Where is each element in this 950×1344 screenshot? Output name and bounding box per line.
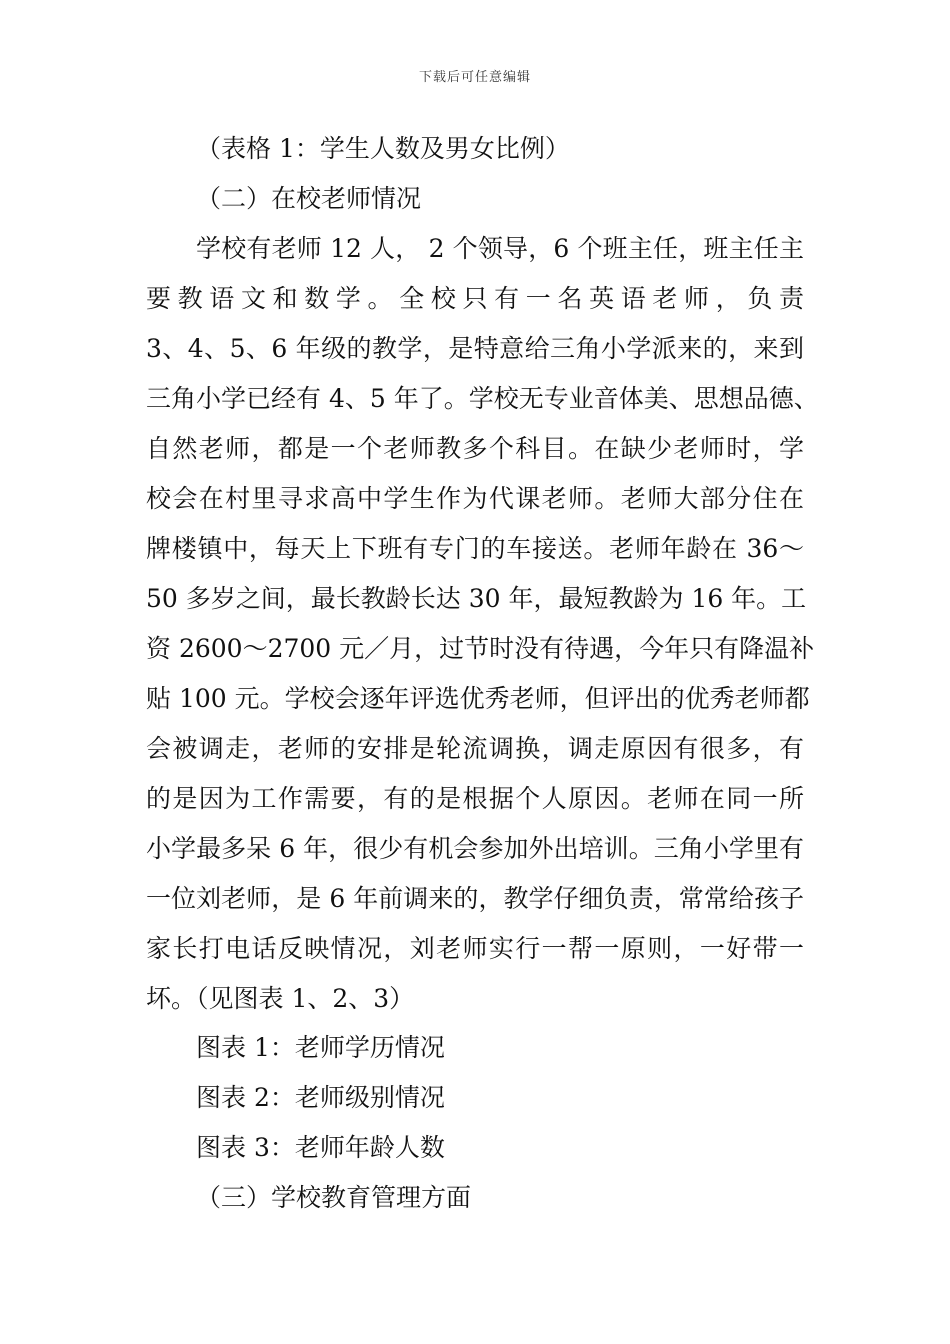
figure-caption-1: 图表 1：老师学历情况 [196, 1033, 445, 1062]
paragraph-line: 资 2600～2700 元／月，过节时没有待遇，今年只有降温补 [146, 634, 815, 663]
header-note: 下载后可任意编辑 [418, 70, 531, 85]
paragraph-line: 牌楼镇中，每天上下班有专门的车接送。老师年龄在 36～ [146, 534, 804, 563]
paragraph-line: 要教语文和数学。全校只有一名英语老师，负责 [146, 284, 804, 313]
paragraph-line: 自然老师，都是一个老师教多个科目。在缺少老师时，学 [146, 434, 804, 463]
section-heading-3: （三）学校教育管理方面 [196, 1183, 472, 1212]
paragraph-line: 坏。（见图表 1、2、3） [146, 984, 415, 1013]
paragraph-line: 3、4、5、6 年级的教学，是特意给三角小学派来的，来到 [146, 334, 804, 363]
paragraph-line: 一位刘老师，是 6 年前调来的，教学仔细负责，常常给孩子 [146, 884, 804, 913]
figure-caption-2: 图表 2：老师级别情况 [196, 1083, 445, 1112]
paragraph-line: 学校有老师 12 人， 2 个领导，6 个班主任，班主任主 [196, 234, 804, 263]
paragraph-line: 贴 100 元。学校会逐年评选优秀老师，但评出的优秀老师都 [146, 684, 810, 713]
paragraph-line: 校会在村里寻求高中学生作为代课老师。老师大部分住在 [146, 484, 804, 513]
paragraph-line: 的是因为工作需要，有的是根据个人原因。老师在同一所 [146, 784, 804, 813]
paragraph-line: 会被调走，老师的安排是轮流调换，调走原因有很多，有 [146, 734, 804, 763]
section-heading-2: （二）在校老师情况 [196, 184, 422, 213]
paragraph-line: 50 多岁之间，最长教龄长达 30 年，最短教龄为 16 年。工 [146, 584, 807, 613]
paragraph-line: 三角小学已经有 4、5 年了。学校无专业音体美、思想品德、 [146, 384, 819, 413]
paragraph-line: 家长打电话反映情况，刘老师实行一帮一原则，一好带一 [146, 934, 804, 963]
paragraph-line: 小学最多呆 6 年，很少有机会参加外出培训。三角小学里有 [146, 834, 804, 863]
table-caption: （表格 1：学生人数及男女比例） [196, 134, 570, 163]
figure-caption-3: 图表 3：老师年龄人数 [196, 1133, 445, 1162]
